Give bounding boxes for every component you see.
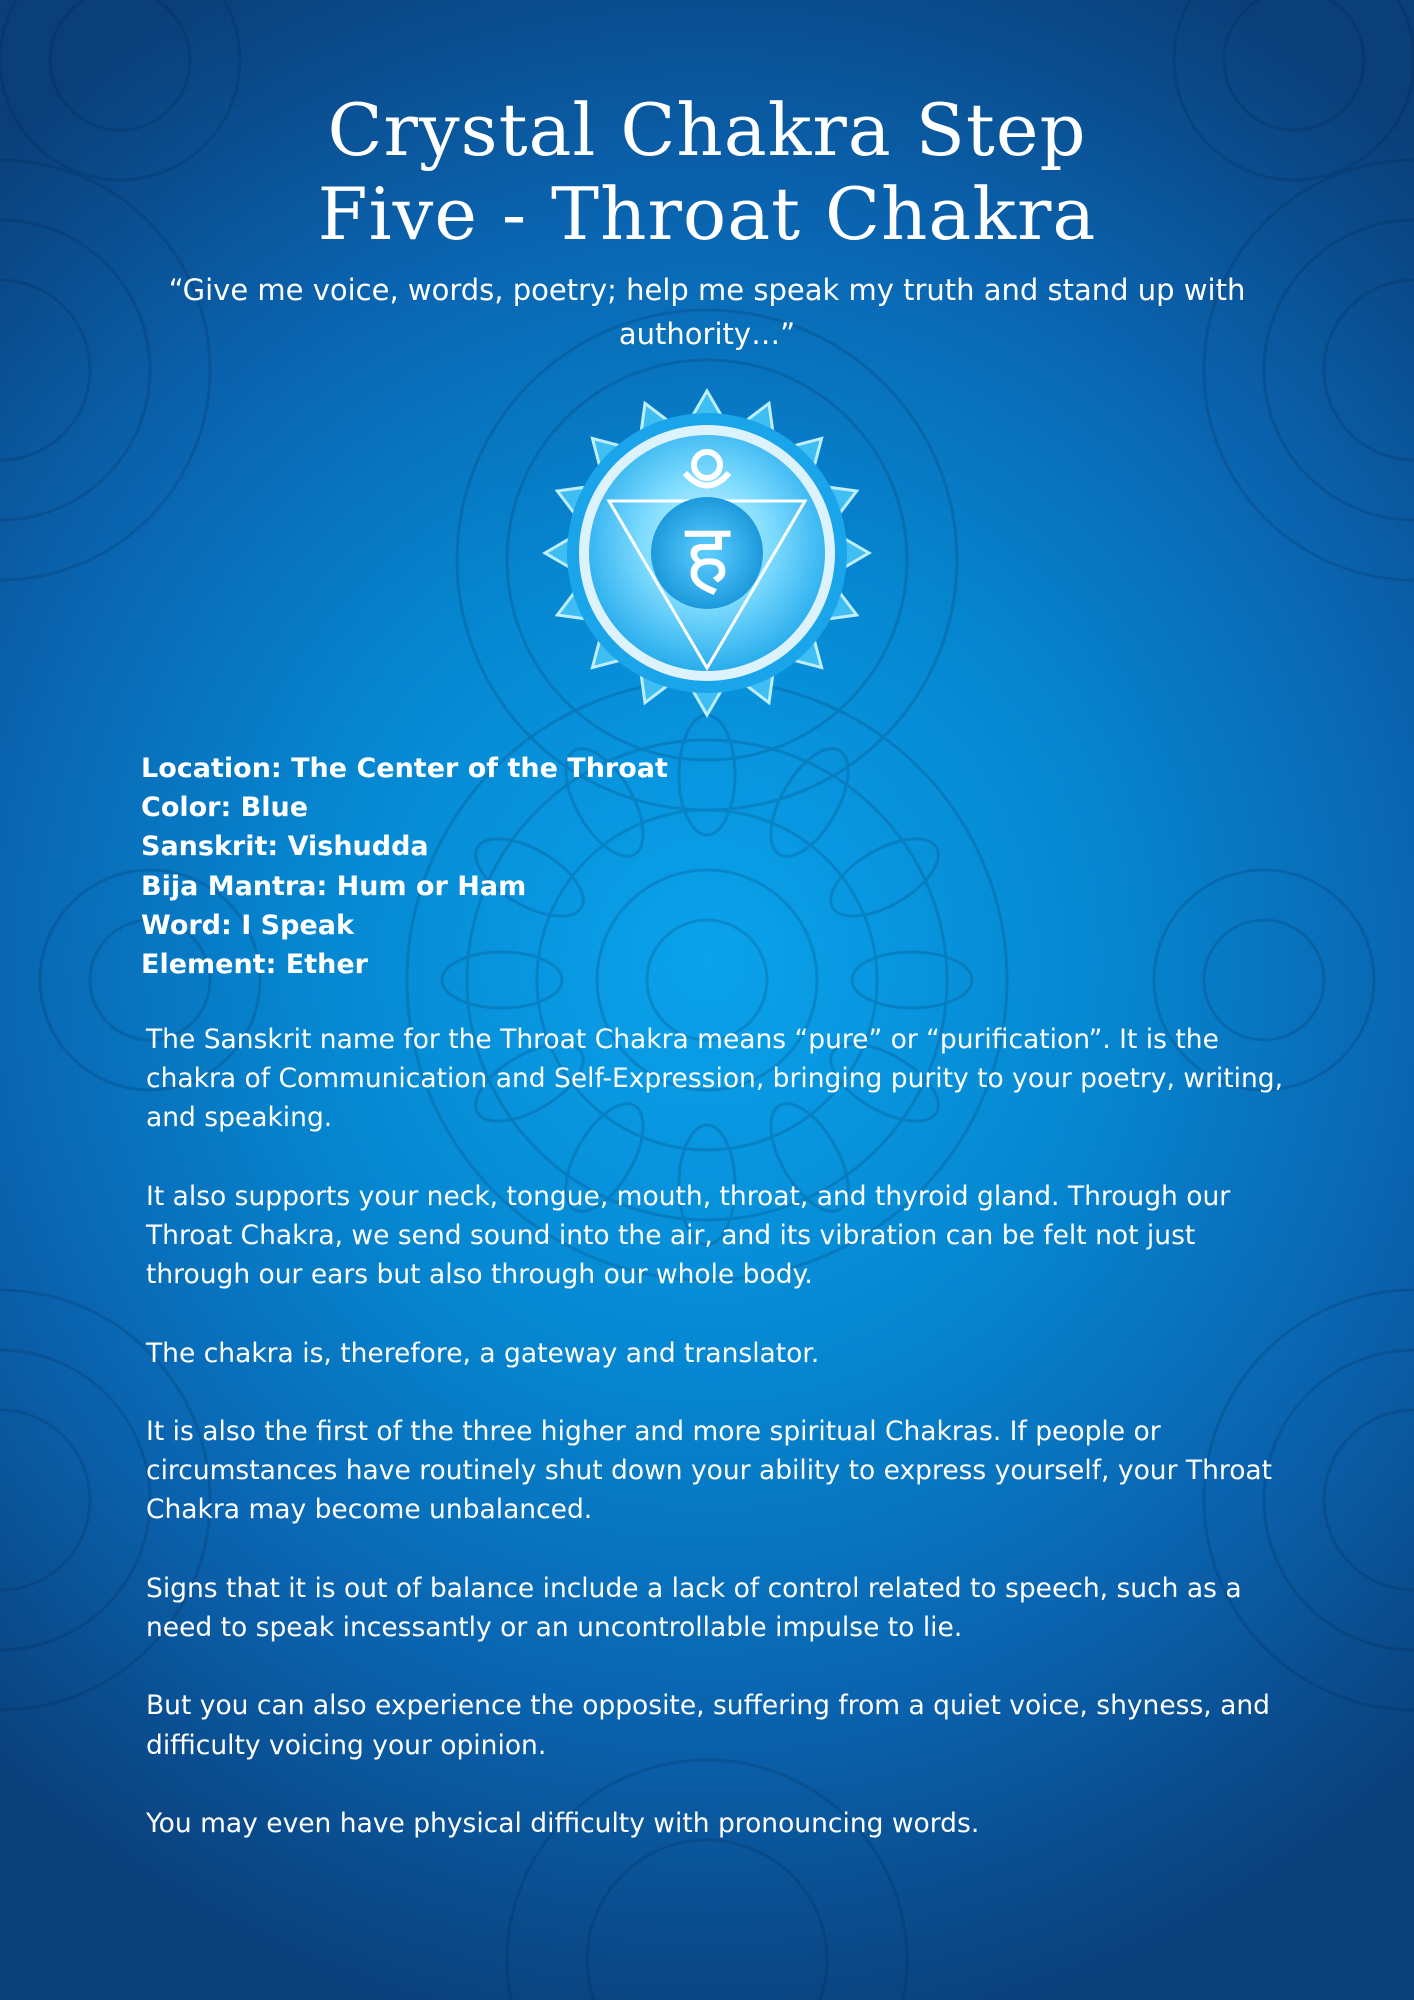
bija-glyph: ह bbox=[684, 505, 730, 603]
chakra-facts-list bbox=[141, 749, 668, 984]
paragraph: You may even have physical difficulty with pronouncing words. bbox=[146, 1807, 980, 1839]
fact-location: Location: The Center of the Throat bbox=[141, 753, 668, 784]
title-line-1: Crystal Chakra Step bbox=[327, 88, 1087, 172]
paragraph: The chakra is, therefore, a gateway and translator. bbox=[146, 1337, 820, 1369]
paragraph: Signs that it is out of balance include a lack of control related to speech, such as a need to speak incessantly or an uncontrollable impulse to lie. bbox=[146, 1572, 1242, 1643]
fact-sanskrit: Sanskrit: Vishudda bbox=[141, 831, 429, 863]
description-body bbox=[146, 1020, 1286, 1882]
fact-bija-mantra: Bija Mantra: Hum or Ham bbox=[141, 870, 527, 902]
paragraph: But you can also experience the opposite, suffering from a quiet voice, shyness, and difficulty voicing your opinion. bbox=[146, 1690, 1270, 1761]
title-line-2: Five - Throat Chakra bbox=[317, 172, 1097, 256]
paragraph: It is also the first of the three higher and more spiritual Chakras. If people or circumstances have routinely shut down your ability to express yourself, your Throat Chakra may become unbalanced. bbox=[146, 1415, 1273, 1526]
page-title bbox=[0, 88, 1414, 256]
paragraph: The Sanskrit name for the Throat Chakra means “pure” or “purification”. It is the chakra of Communication and Self-Expression, bringing purity to your poetry, writing, and speaking. bbox=[146, 1024, 1284, 1134]
fact-element: Element: Ether bbox=[141, 949, 368, 981]
fact-word: Word: I Speak bbox=[141, 909, 354, 941]
intro-quote: “Give me voice, words, poetry; help me speak my truth and stand up with authority…” bbox=[168, 273, 1246, 351]
throat-chakra-symbol-icon bbox=[542, 388, 872, 718]
paragraph: It also supports your neck, tongue, mouth, throat, and thyroid gland. Through our Throat Chakra, we send sound into the air, and its vibration can be felt not just through our ears but also through our whole body. bbox=[146, 1180, 1231, 1291]
fact-color: Color: Blue bbox=[141, 792, 309, 824]
